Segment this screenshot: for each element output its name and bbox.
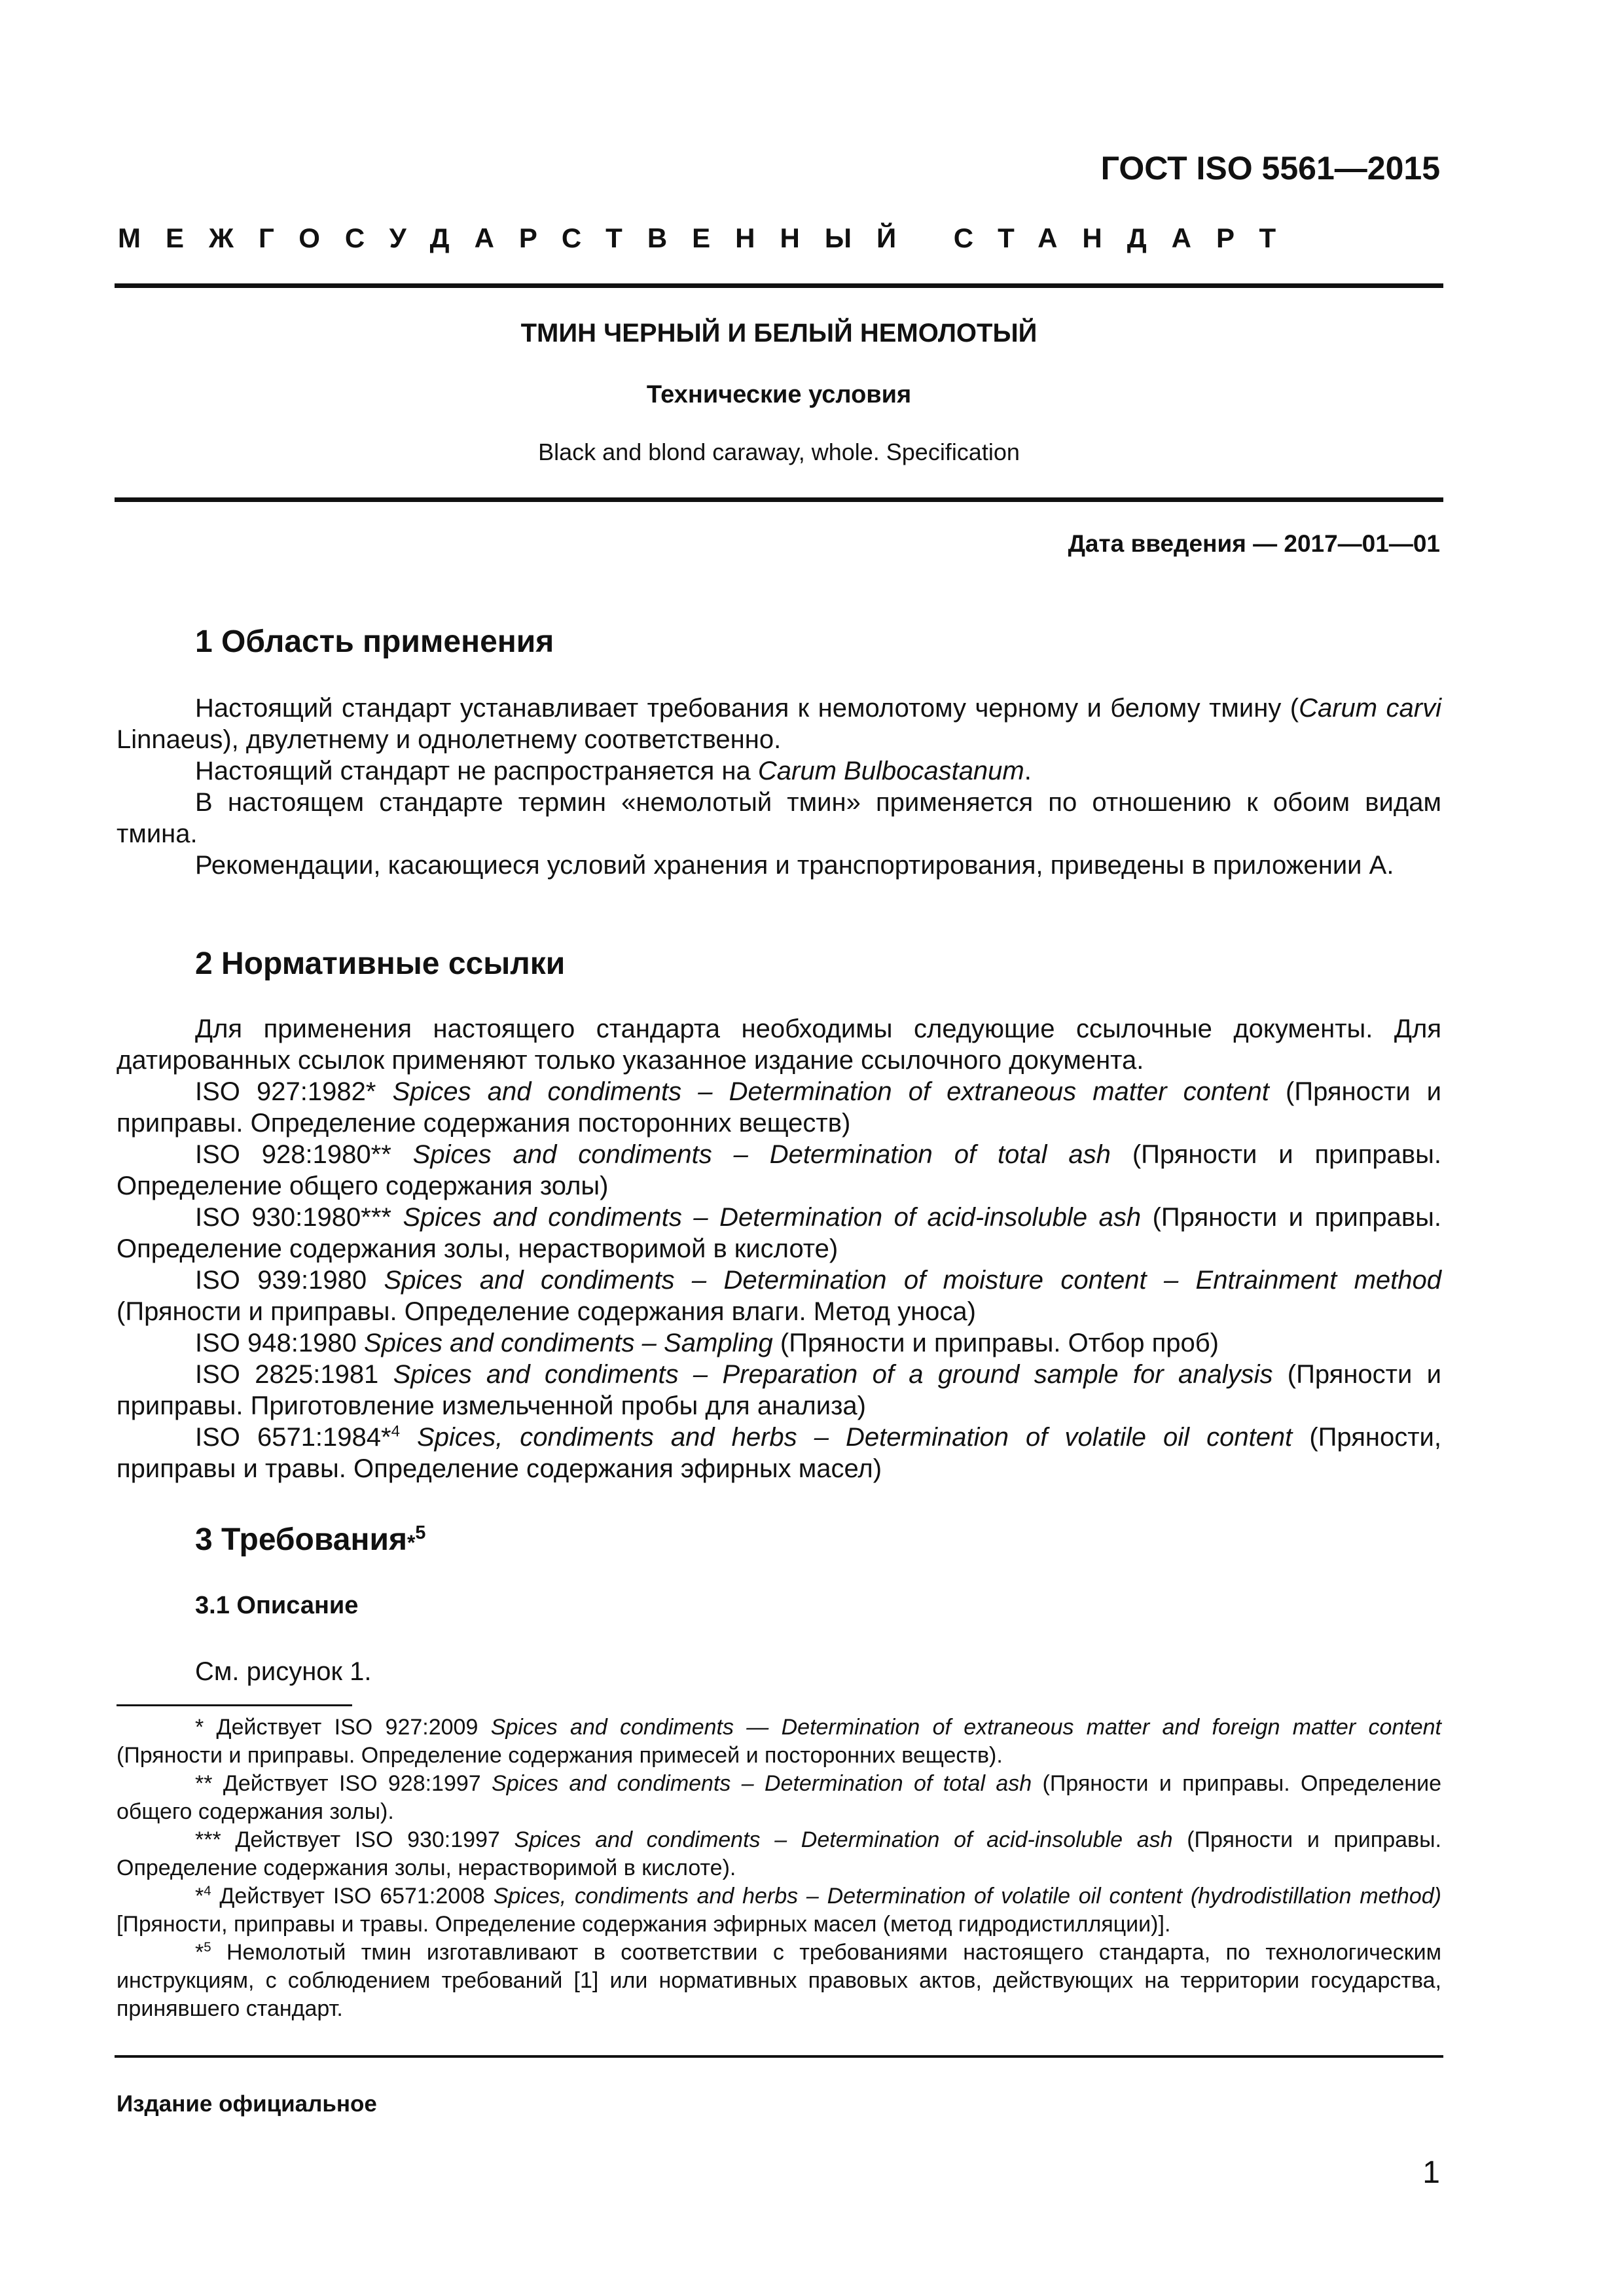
english-title: Black and blond caraway, whole. Specification [538,439,1020,465]
footnotes [117,1713,1441,2023]
paragraph: См. рисунок 1. [195,1657,372,1686]
reference-item: ISO 948:1980 Spices and condiments – Sampling (Пряности и приправы. Отбор проб) [195,1329,1219,1357]
paragraph: Настоящий стандарт не распространяется на Carum Bulbocastanum. [195,757,1032,785]
page-number: 1 [1422,2155,1440,2190]
section-1-heading: 1 Область применения [195,624,554,659]
header-rule [115,283,1443,288]
section-2-body [117,1013,1441,1484]
reference-item: ISO 928:1980** Spices and condiments – Determination of total ash (Пряности и приправы. Определение общего содержания золы) [117,1140,1441,1200]
section-1-body [117,692,1441,881]
footnote: *** Действует ISO 930:1997 Spices and condiments – Determination of acid-insoluble ash (Пряности и приправы. Определение содержания золы, нерастворимой в кислоте). [117,1827,1441,1880]
subsection-3-1-heading: 3.1 Описание [195,1592,359,1619]
section-3-heading: 3 Требования*$^5$ [195,1522,426,1557]
section-3-body [117,1656,1441,1687]
footer-rule [115,2055,1443,2058]
paragraph: Настоящий стандарт устанавливает требования к немолотому черному и белому тмину (Carum carvi Linnaeus), двулетнему и однолетнему соответственно. [117,694,1441,754]
paragraph: Для применения настоящего стандарта необходимы следующие ссылочные документы. Для датированных ссылок применяют только указанное издание ссылочного документа. [117,1014,1441,1075]
reference-item: ISO 930:1980*** Spices and condiments – Determination of acid-insoluble ash (Пряности и приправы. Определение содержания золы, нерастворимой в кислоте) [117,1203,1441,1263]
paragraph: Рекомендации, касающиеся условий хранения и транспортирования, приведены в приложении А. [195,851,1394,880]
footnote: ** Действует ISO 928:1997 Spices and condiments – Determination of total ash (Пряности и приправы. Определение общего содержания золы). [117,1771,1441,1824]
reference-item: ISO 927:1982* Spices and condiments – Determination of extraneous matter content (Пряности и приправы. Определение содержания посторонних веществ) [117,1077,1441,1138]
document-title: ТМИН ЧЕРНЫЙ И БЕЛЫЙ НЕМОЛОТЫЙ [520,319,1038,348]
footnote-separator [117,1704,352,1706]
reference-item: ISO 2825:1981 Spices and condiments – Preparation of a ground sample for analysis (Пряности и приправы. Приготовление измельченной пробы для анализа) [117,1360,1441,1420]
introduction-date: Дата введения — 2017—01—01 [1068,530,1440,557]
footnote: *$^4$ Действует ISO 6571:2008 Spices, condiments and herbs – Determination of volatile oil content (hydrodistillation method) [Пряности, приправы и травы. Определение содержания эфирных масел (метод гидродистилляции)]. [117,1884,1441,1937]
footnote: *$^5$ Немолотый тмин изготавливают в соответствии с требованиями настоящего стандарта, по технологическим инструкциям, с соблюдением требований [1] или нормативных правовых актов, действующих на территории государства, принявшего стандарт. [117,1940,1441,2021]
standard-type-heading: МЕЖГОСУДАРСТВЕННЫЙ СТАНДАРТ [118,223,1301,253]
reference-item: ISO 6571:1984*$^4$ Spices, condiments and herbs – Determination of volatile oil content (Пряности, приправы и травы. Определение содержания эфирных масел) [117,1422,1441,1483]
edition-label: Издание официальное [117,2091,377,2117]
document-subtitle: Технические условия [646,381,912,408]
reference-item: ISO 939:1980 Spices and condiments – Determination of moisture content – Entrainment method (Пряности и приправы. Определение содержания влаги. Метод уноса) [117,1266,1441,1326]
title-rule [115,497,1443,502]
document-code: ГОСТ ISO 5561—2015 [1100,150,1440,187]
footnote: * Действует ISO 927:2009 Spices and condiments — Determination of extraneous matter and foreign matter content (Пряности и приправы. Определение содержания примесей и посторонних веществ). [117,1715,1442,1768]
paragraph: В настоящем стандарте термин «немолотый тмин» применяется по отношению к обоим видам тмина. [117,788,1441,848]
section-2-heading: 2 Нормативные ссылки [195,946,566,981]
